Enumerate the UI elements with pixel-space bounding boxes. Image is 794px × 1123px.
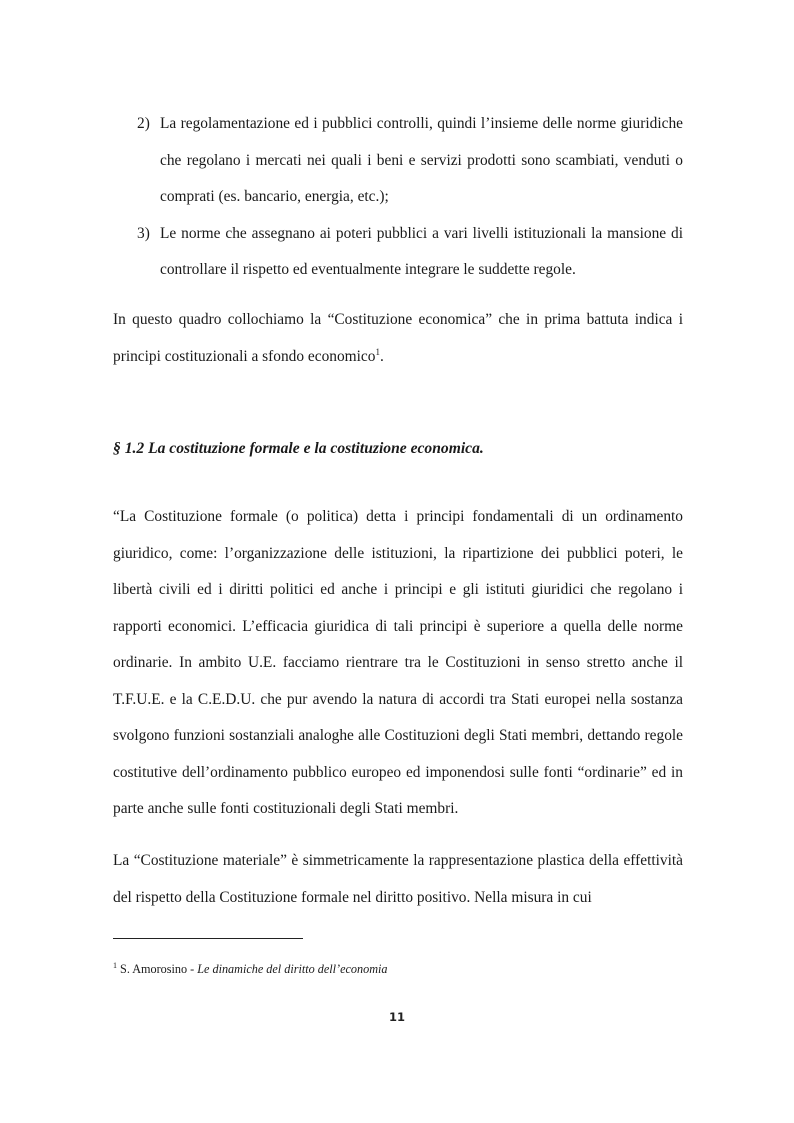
- intro-paragraph: [113, 302, 683, 375]
- section-heading: § 1.2 La costituzione formale e la costituzione economica.: [113, 440, 484, 457]
- list-item-text: Le norme che assegnano ai poteri pubblici a vari livelli istituzionali la mansione di controllare il rispetto ed eventualmente integrare le suddette regole.: [160, 224, 683, 278]
- intro-paragraph-end: .: [379, 347, 384, 365]
- intro-paragraph-text: In questo quadro collochiamo la “Costituzione economica” che in prima battuta indica i principi costituzionali a sfondo economico: [113, 311, 683, 365]
- body-paragraph-material-constitution: La “Costituzione materiale” è simmetricamente la rappresentazione plastica della effettività del rispetto della Costituzione formale nel diritto positivo. Nella misura in cui: [113, 852, 683, 906]
- footnote-separator: [113, 938, 303, 939]
- list-item: [113, 106, 683, 216]
- list-item: [113, 216, 683, 289]
- footnote-author: S. Amorosino -: [117, 962, 198, 976]
- list-item-text: La regolamentazione ed i pubblici controlli, quindi l’insieme delle norme giuridiche che regolano i mercati nei quali i beni e servizi prodotti sono scambiati, venduti o comprati (es. bancario, energia, etc.);: [160, 115, 683, 205]
- numbered-list: [113, 106, 683, 289]
- footnote-title: Le dinamiche del diritto dell’economia: [197, 962, 388, 976]
- body-paragraph-formal-constitution: “La Costituzione formale (o politica) detta i principi fondamentali di un ordinamento giuridico, come: l’organizzazione delle istituzioni, la ripartizione dei pubblici poteri, le libertà civili ed i diritti politici ed anche i principi e gli istituti giuridici che regolano i rapporti economici. L’efficacia giuridica di tali principi è superiore a quella delle norme ordinarie. In ambito U.E. facciamo rientrare tra le Costituzioni in senso stretto anche il T.F.U.E. e la C.E.D.U. che pur avendo la natura di accordi tra Stati europei nella sostanza svolgono funzioni sostanziali analoghe alle Costituzioni degli Stati membri, dettando regole costitutive dell’ordinamento pubblico europeo ed imponendosi sulle fonti “ordinarie” ed in parte anche sulle fonti costituzionali degli Stati membri.: [113, 508, 683, 817]
- list-item-number: 3): [137, 224, 150, 242]
- footnote-reference[interactable]: 1: [375, 346, 380, 357]
- footnote-number: 1: [113, 960, 117, 970]
- page-number: 11: [388, 1010, 405, 1024]
- list-item-number: 2): [137, 115, 150, 132]
- footnote: [113, 961, 683, 977]
